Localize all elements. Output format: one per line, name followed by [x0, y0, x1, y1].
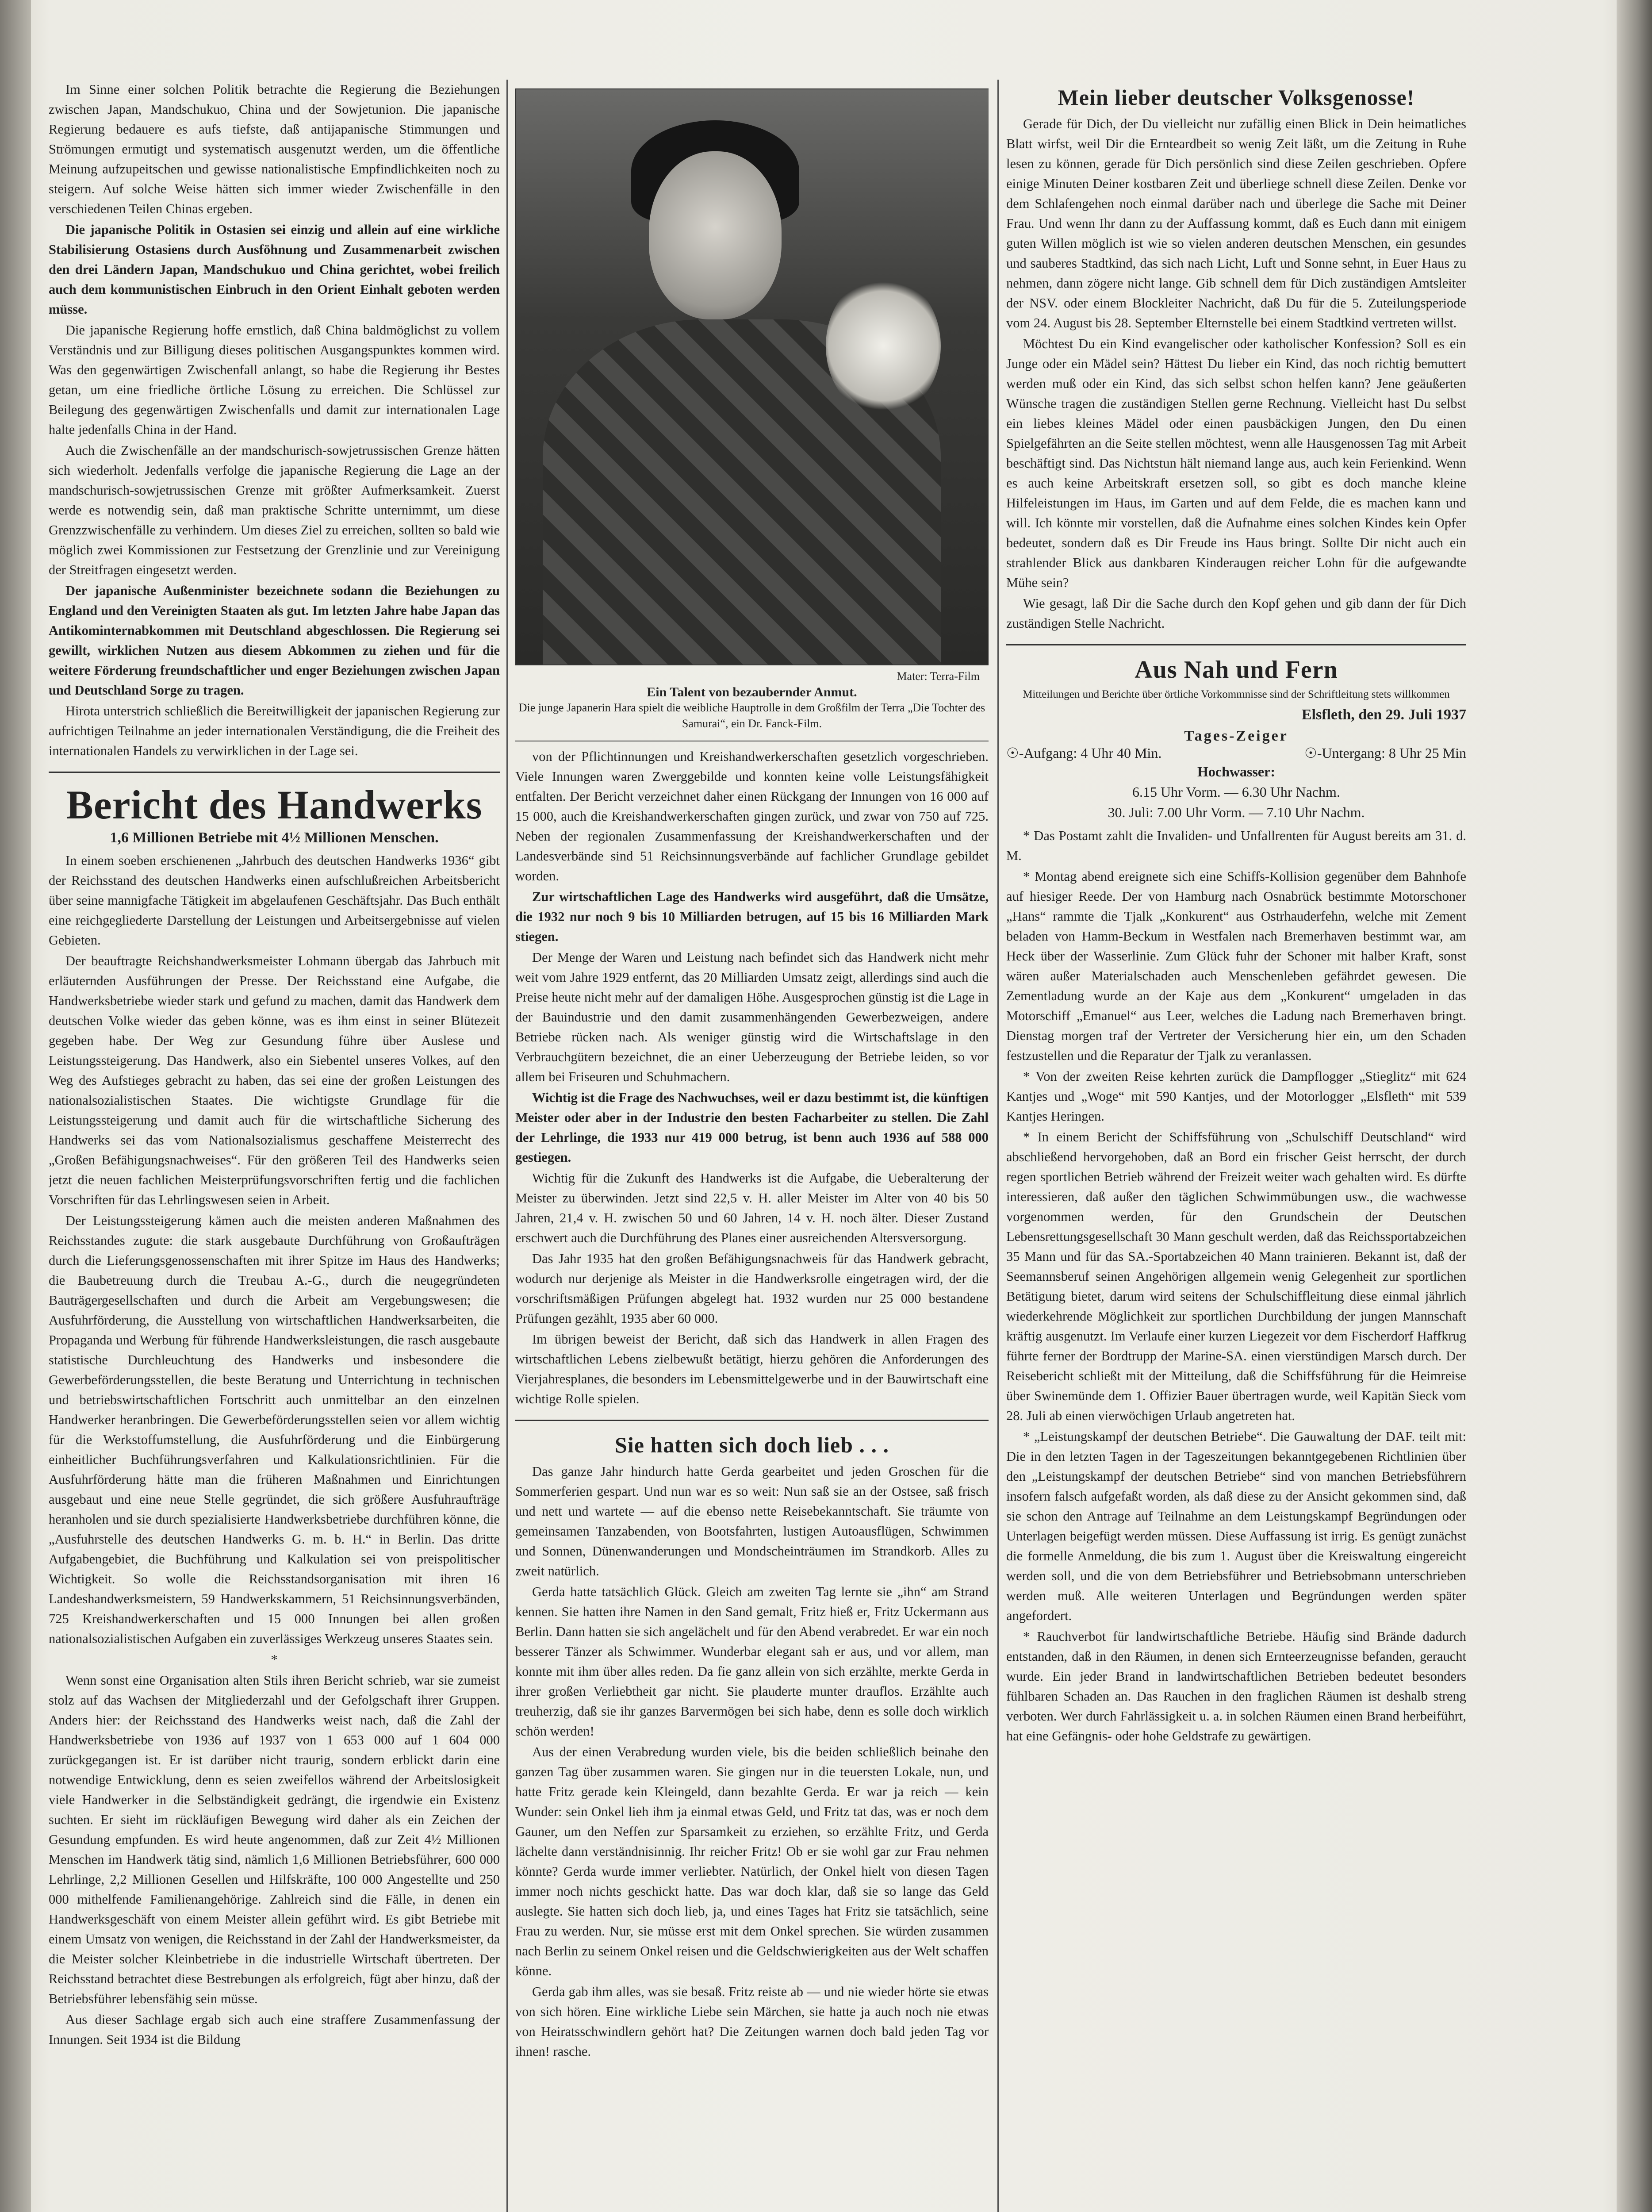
dateline: Elsfleth, den 29. Juli 1937 [1301, 707, 1466, 723]
high-water-tomorrow: 30. Juli: 7.00 Uhr Vorm. — 7.10 Uhr Nachm. [1108, 804, 1365, 820]
local-news [1006, 826, 1466, 1746]
paragraph: Das ganze Jahr hindurch hatte Gerda gearbeitet und jeden Groschen für die Sommerferien gespart. Und nun war es so weit: Nun saß sie an der Ostsee, saß frisch und nett und wartete — auf die ebenso nette Reisebekanntschaft. Sie träumte von gemeinsamen Tanzabenden, von Bootsfahrten, lustigen Autoausflügen, Schwimmen und Sonnen, Dünenwanderungen und Mondscheinträumen im Strandkorb. Alles zu zweit natürlich. [515, 1464, 989, 1578]
tages-zeiger-title: Tages-Zeiger [1184, 728, 1288, 744]
paragraph: Aus dieser Sachlage ergab sich auch eine straffere Zusammenfassung der Innungen. Seit 1934 ist die Bildung [49, 2012, 500, 2047]
paragraph: Die japanische Regierung hoffe ernstlich, daß China baldmöglichst zu vollem Verständnis und zur Billigung dieses politischen Ausgangspunktes kommen wird. Was den gegenwärtigen Zwischenfall anlangt, so habe die Regierung ihr Bestes getan, um eine friedliche örtliche Lösung zu erreichen. Die Schlüssel zur Beilegung des gegenwärtigen Zwischenfalls und damit zur internationalen Lage halte jedenfalls China in der Hand. [49, 323, 500, 437]
paragraph: Der japanische Außenminister bezeichnete sodann die Beziehungen zu England und den Vereinigten Staaten als gut. Im letzten Jahre habe Japan das Antikominternabkommen mit Deutschland abgeschlossen. Die Regierung sei gewillt, wirklichen Nutzen aus diesem Abkommen zu ziehen und für die weitere Förderung freundschaftlicher und enger Beziehungen zwischen Japan und Deutschland Sorge zu tragen. [49, 583, 500, 698]
sunset-text: ☉-Untergang: 8 Uhr 25 Min [1304, 745, 1466, 761]
appeal-article [1006, 114, 1466, 634]
paragraph: Wichtig für die Zukunft des Handwerks ist die Aufgabe, die Ueberalterung der Meister zu überwinden. Jetzt sind 22,5 v. H. aller Meister im Alter von 40 bis 50 Jahren, 21,4 v. H. zwischen 50 und 60 Jahren, 14 v. H. noch älter. Dieser Zustand erschwert auch die Durchführung des Planes einer ausreichenden Altersversorgung. [515, 1171, 989, 1245]
paragraph: Gerade für Dich, der Du vielleicht nur zufällig einen Blick in Dein heimatliches Blatt wirfst, weil Dir die Ernteardbeit so wenig Zeit läßt, um die Zeitung in Ruhe lesen zu können, gerade für Dich persönlich sind diese Zeilen geschrieben. Opfere einige Minuten Deiner kostbaren Zeit und überliege schnell diese Zeilen. Denke vor dem Schlafengehen noch einmal darüber nach und überlege die Sache mit Deiner Frau. Und wenn Ihr dann zu der Auffassung kommt, daß es Euch dann mit einigem guten Willen möglich ist wie so vielen anderen deutschen Menschen, ein gesundes und sauberes Stadtkind, das sich nach Licht, Luft und Sonne sehnt, in Euer Haus zu nehmen, dann zögere nicht lange. Gib schnell dem für Dich zuständigen Amtsleiter der NSV. oder einem Blockleiter Nachricht, daß Du für die 5. Zuteilungsperiode vom 24. August bis 28. September Elternstelle bei einem Stadtkind vertreten willst. [1006, 116, 1466, 330]
section-divider [515, 1420, 989, 1421]
paragraph: Wie gesagt, laß Dir die Sache durch den Kopf gehen und gib dann der für Dich zuständigen Stelle Nachricht. [1006, 596, 1466, 631]
column-1 [49, 80, 500, 2212]
paragraph: * Rauchverbot für landwirtschaftliche Betriebe. Häufig sind Brände dadurch entstanden, daß in den Räumen, in denen sich Ernteerzeugnisse befanden, geraucht wurde. Ein jeder Brand in landwirtschaftlichen Betrieben bedeutet besonders fühlbaren Schaden an. Das Rauchen in den fraglichen Räumen ist deshalb streng verboten. Wer durch Fahrlässigkeit u. a. in solchen Räumen einen Brand herbeiführt, hat eine Gefängnis- oder hohe Geldstrafe zu gewärtigen. [1006, 1629, 1466, 1743]
photo-credit: Mater: Terra-Film [897, 670, 980, 683]
sunrise-text: ☉-Aufgang: 4 Uhr 40 Min. [1006, 745, 1162, 761]
sun-times [1006, 745, 1466, 761]
headline-handwerk: Bericht des Handwerks [66, 782, 483, 827]
photo-japanese-actress [515, 88, 989, 665]
paragraph: von der Pflichtinnungen und Kreishandwerkerschaften gesetzlich vorgeschrieben. Viele Innungen waren Zwerggebilde und konnten keine volle Leistungsfähigkeit entfalten. Der Bericht verzeichnet daher einen Rückgang der Innungen von 16 000 auf 15 000, auch die Kreishandwerkerschaften gingen zurück, und zwar von 750 auf 725. Neben der regionalen Zusammenfassung der Kreishandwerkerschaften und der Landesverbände sind 51 Reichsinnungsverbände auf fachlicher Grundlage gebildet worden. [515, 749, 989, 883]
paragraph: Der Menge der Waren und Leistung nach befindet sich das Handwerk nicht mehr weit vom Jahre 1929 entfernt, das 20 Milliarden Umsatz zeigt, allerdings sind auch die Preise heute nicht mehr auf der damaligen Höhe. Ausgesprochen günstig ist die Lage in der Bauindustrie und den damit zusammenhängenden Gewerbezweigen, andere Betriebe rücken nach. Als weniger günstig wird die Wirtschaftslage in den Verbrauchgütern bezeichnet, die an einer Ueberzeugung der Betriebe leiden, so vor allem bei Friseuren und Schuhmachern. [515, 950, 989, 1084]
binding-spine [0, 0, 31, 2212]
paragraph: Auch die Zwischenfälle an der mandschurisch-sowjetrussischen Grenze hätten sich wiederholt. Jedenfalls verfolge die japanische Regierung die Lage an der mandschurisch-sowjetrussischen Grenze mit größter Aufmerksamkeit. Zuerst werde es notwendig sein, daß man praktische Schritte unternimmt, um diese Grenzzwischenfälle zu verhindern. Um dieses Ziel zu erreichen, sollten so bald wie möglich zwei Kommissionen zur Festsetzung der Grenzlinie und zur Vereinigung der Streitfragen eingesetzt werden. [49, 443, 500, 577]
column-rule [506, 80, 508, 2212]
paragraph: * Montag abend ereignete sich eine Schiffs-Kollision gegenüber dem Bahnhofe auf hiesiger Reede. Der von Hamburg nach Osnabrück bestimmte Motorschoner „Hans“ rammte die Tjalk „Konkurent“ aus Ostrhauderfehn, welche mit Zement beladen von Hamm-Beckum in Westfalen nach Bremerhaven bestimmt war, am Heck über der Wasserlinie. Zum Glück fuhr der Schoner mit halber Kraft, sonst wären außer Materialschaden auch Menschenleben gefährdet gewesen. Die Zementladung wurde an der Kaje aus dem „Konkurent“ umgeladen in das Motorschiff „Emanuel“ aus Leer, welches die Ladung nach Bremerhaven bringt. Dienstag morgen traf der Vertreter der Versicherung hier ein, um den Schaden festzustellen und die Reparatur der Tjalk zu veranlassen. [1006, 869, 1466, 1063]
paragraph: Der beauftragte Reichshandwerksmeister Lohmann übergab das Jahrbuch mit erläuternden Ausführungen der Presse. Der Reichsstand eine Aufgabe, die Handwerksbetriebe wieder stark und gefund zu machen, damit das Handwerk dem deutschen Volke wieder das geben könne, was es ihm einst in seiner Blütezeit gegeben habe. Der Weg zur Gesundung führe über Auslese und Leistungssteigerung. Das Handwerk, also ein Siebentel unseres Volkes, auf den Weg des Aufstieges gebracht zu haben, das sei eine der großen Leistungen des nationalsozialistischen Staates. Die wichtigste Grundlage für die Leistungssteigerung und damit auch für die wirtschaftliche Sicherung des Handwerks sei das vom Nationalsozialismus geschaffene Meisterrecht des „Großen Befähigungsnachweises“. Für den größeren Teil des Handwerks seien jetzt die neuen fachlichen Meisterprüfungsvorschriften fertig und die fachlichen Vorschriften für das Lehrlingswesen seien in Arbeit. [49, 953, 500, 1207]
paragraph: Wenn sonst eine Organisation alten Stils ihren Bericht schrieb, war sie zumeist stolz auf das Wachsen der Mitgliederzahl und der Gefolgschaft ihrer Gruppen. Anders hier: der Reichsstand des Handwerks weist nach, daß die Zahl der Handwerksbetriebe von 1936 auf 1937 von 1 653 000 auf 1 604 000 zurückgegangen ist. Er ist darüber nicht traurig, sondern erblickt darin eine notwendige Entwicklung, denn es seien zweifellos während der Arbeitslosigkeit viele Handwerker in die Selbständigkeit gedrängt, die irgendwie ein Existenz suchten. Er sieht im rückläufigen Bewegung wird daher als ein Zeichen der Gesundung empfunden. Es wird heute angenommen, daß zur Zeit 4½ Millionen Menschen im Handwerk tätig sind, nämlich 1,6 Millionen Betriebsführer, 600 000 Lehrlinge, 2,2 Millionen Gesellen und Hilfskräfte, 100 000 Angestellte und 250 000 mithelfende Familienangehörige. Zahlreich sind die Fälle, in denen ein Handwerksgeschäft von einem Meister allein geführt wird. Es gibt Betriebe mit einem Umsatz von wenigen, die Reichsstand in der Zahl der Handwerksmeister, da die Meister solcher Kleinbetriebe in die industrielle Wirtschaft übertreten. Der Reichsstand betrachtet diese Bestrebungen als erfolgreich, fügt aber hinzu, daß der Betriebsführer lebensfähig sein müsse. [49, 1673, 500, 2006]
section-divider [1006, 644, 1466, 645]
column-3 [1006, 80, 1466, 2212]
paragraph: * In einem Bericht der Schiffsführung von „Schulschiff Deutschland“ wird abschließend hervorgehoben, daß an Bord ein frischer Geist herrscht, der durch regen sportlichen Betrieb während der Freizeit weiter wach gehalten wird. Es dürfte interessieren, daß außer den täglichen Schwimmübungen usw., die wachwesse vorgenommen werden, für den Grundschein der Deutschen Lebensrettungsgesellschaft 30 Mann geschult werden, daß das Reichssportabzeichen 35 Mann und für das SA.-Sportabzeichen 40 Mann trainieren. Bekannt ist, daß der Seemannsberuf seinen Angehörigen allgemein wenig Gelegenheit zur sportlichen Betätigung bietet, darum wird seitens der Schulschiffleitung diese einmal jährlich wiederkehrende Möglichkeit zur sportlichen Durchbildung der jungen Mannschaft kräftig ausgenutzt. Im Verlaufe einer kurzen Liegezeit vor dem Fischerdorf Haffkrug führte ferner der Bordtrupp der Marine-SA. einen vierstündigen Marsch durch. Der Reisebericht schließt mit der Mitteilung, daß die Schiffsführung für die Heimreise über Swinemünde dem 1. Offizier Bauer übertragen wurde, weil Kapitän Sieck vom 28. Juli ab einen vierwöchigen Urlaub angetreten hat. [1006, 1129, 1466, 1423]
high-water-title: Hochwasser: [1197, 764, 1275, 780]
section-divider [49, 772, 500, 773]
high-water-today: 6.15 Uhr Vorm. — 6.30 Uhr Nachm. [1132, 784, 1340, 800]
headline-appeal: Mein lieber deutscher Volksgenosse! [1058, 85, 1415, 110]
paragraph: * „Leistungskampf der deutschen Betriebe“. Die Gauwaltung der DAF. teilt mit: Die in den letzten Tagen in der Tageszeitungen bekanntgegebenen Richtlinien über den „Leistungskampf der deutschen Betriebe“ sind von manchen Betriebsführern insofern falsch aufgefaßt worden, als daß diese zu der Ansicht gekommen sind, daß sie schon den Antrage auf Teilnahme an dem Leistungskampf Begründungen oder Unterlagen beigefügt werden müssen. Diese Auffassung ist irrig. Es genügt zunächst die formelle Anmeldung, die bis zum 1. August über die Kreiswaltung eingereicht werden soll, und die von dem Betriebsführer und Betriebsobmann unterschrieben werden muß. Alle weiteren Unterlagen und Begründungen werden später angefordert. [1006, 1429, 1466, 1623]
paragraph: Gerda gab ihm alles, was sie besaß. Fritz reiste ab — und nie wieder hörte sie etwas von sich hören. Eine wirkliche Liebe sein Märchen, sie hatte ja auch noch nie etwas von Heiratsschwindlern gehört hat? Die Zeitungen warnen doch bald jeden Tag vor ihnen! rasche. [515, 1984, 989, 2059]
paragraph: Zur wirtschaftlichen Lage des Handwerks wird ausgeführt, daß die Umsätze, die 1932 nur noch 9 bis 10 Milliarden betrugen, auf 15 bis 16 Milliarden Mark stiegen. [515, 889, 989, 944]
paragraph: Im Sinne einer solchen Politik betrachte die Regierung die Beziehungen zwischen Japan, Mandschukuo, China und der Sowjetunion. Die japanische Regierung bedauere es aufs tiefste, daß antijapanische Stimmungen und Strömungen ermutigt und systematisch ausgenutzt werden, um die öffentliche Meinung aufzupeitschen und gewisse nationalistische Empfindlichkeiten noch zu steigern. Auf solche Weise hätten sich immer wieder Zwischenfälle in den verschiedenen Teilen Chinas ergeben. [49, 82, 500, 216]
paragraph: Aus der einen Verabredung wurden viele, bis die beiden schließlich beinahe den ganzen Tag über zusammen waren. Sie gingen nur in die teuersten Lokale, nun, und hatte Fritz gerade kein Kleingeld, dann bezahlte Gerda. Er war ja reich — kein Wunder: sein Onkel lieh ihm ja einmal etwas Geld, und Fritz tat das, was er noch dem Gauner, um den Neffen zur Sparsamkeit zu erziehen, so erzählte Fritz, und Gerda lächelte dann verständnisinnig. Ihr reicher Fritz! Ob er sie wohl gar zur Frau nehmen könnte? Gerda wurde immer verliebter. Natürlich, der Onkel hielt von diesen Tagen immer noch nichts geschickt hatte. Das war doch klar, daß sie so lange das Geld auslegte. Sie hatten sich doch lieb, ja, und eines Tages hat Fritz sie tatsächlich, seine Frau zu werden. Nur, sie müsse erst mit dem Onkel sprechen. Sie würden zusammen nach Berlin zu seinem Onkel reisen und die Geldschwierigkeiten aus der Welt schaffen könne. [515, 1744, 989, 1978]
paragraph: Das Jahr 1935 hat den großen Befähigungsnachweis für das Handwerk gebracht, wodurch nur derjenige als Meister in die Handwerksrolle eingetragen wird, der die vorschriftsmäßigen Prüfungen abgelegt hat. 1932 wurden nur 25 000 bestandene Prüfungen gezählt, 1935 aber 60 000. [515, 1251, 989, 1326]
paragraph: * Das Postamt zahlt die Invaliden- und Unfallrenten für August bereits am 31. d. M. [1006, 828, 1466, 863]
japan-article [49, 80, 500, 761]
paragraph: Hirota unterstrich schließlich die Bereitwilligkeit der japanischen Regierung zur aufrichtigen Teilnahme an jeder internationalen Verständigung, die die Freiheit des internationalen Handels zu verwirklichen in der Lage sei. [49, 703, 500, 758]
paragraph: In einem soeben erschienenen „Jahrbuch des deutschen Handwerks 1936“ gibt der Reichsstand des deutschen Handwerks einen aufschlußreichen Arbeitsbericht über seine mannigfache Tätigkeit im abgelaufenen Geschäftsjahr. Das Buch enthält eine reichgegliederte Darstellung der Leistungen und Arbeitsergebnisse auf vielen Gebieten. [49, 853, 500, 948]
paragraph: Im übrigen beweist der Bericht, daß sich das Handwerk in allen Fragen des wirtschaftlichen Lebens zielbewußt betätigt, hierzu gehören die Anforderungen des Vierjahresplanes, die besonders im Lebensmittelgewerbe und in der Bauwirtschaft eine wichtige Rolle spielen. [515, 1332, 989, 1406]
local-subheading: Mitteilungen und Berichte über örtliche Vorkommnisse sind der Schriftleitung stets willkommen [1023, 688, 1450, 700]
paragraph: Der Leistungssteigerung kämen auch die meisten anderen Maßnahmen des Reichsstandes zugute: die stark ausgebaute Durchführung von Großaufträgen durch die Lieferungsgenossenschaften mit ihrer Spitze im Haus des Handwerks; die Baubetreuung durch die Treubau A.-G., durch die neugegründeten Bauträgergesellschaften und durch die Arbeit am Vergebungswesen; die Ausfuhrförderung, die Ausstellung von wirtschaftlichen Handwerksarbeiten, die Propaganda und Werbung für führende Handwerksleistungen, die rasch ausgebaute statistische Durchleuchtung des Handwerks und insbesondere die Gewerbeförderungsstellen, die beste Beratung und Unterrichtung in technischen und betriebswirtschaftlichen Fortschritt auch unmittelbar an den einzelnen Handwerker heranbringen. Die Gewerbeförderungsstellen seien vor allem wichtig für die Werkstoffumstellung, die Ausfuhrförderung und die Einbürgerung einheitlicher Buchführungsverfahren und Kalkulationsrichtlinien. Für die Ausfuhrförderung hätte man die früheren Maßnahmen und Einrichtungen ausgebaut und eine neue Stelle gegründet, die sich größere Ausfuhraufträge heranholen und sie durch spezialisierte Handwerksbetriebe durchführen könne, die „Ausfuhrstelle des deutschen Handwerks G. m. b. H.“ in Berlin. Das dritte Aufgabengebiet, die Buchführung und Kalkulation sei von preispolitischer Wichtigkeit. So wolle die Reichsstandsorganisation mit ihren 16 Landeshandwerksmeistern, 59 Handwerkskammern, 51 Reichsinnungsverbänden, 725 Kreishandwerkerschaften und 15 000 Innungen bei allen großen nationalsozialistischen Aufgaben ein zuverlässiges Werkzeug unseres Staates sein. [49, 1213, 500, 1646]
headline-story: Sie hatten sich doch lieb . . . [615, 1432, 889, 1457]
paragraph: Gerda hatte tatsächlich Glück. Gleich am zweiten Tag lernte sie „ihn“ am Strand kennen. Sie hatten ihre Namen in den Sand gemalt, Fritz hieß er, Fritz Uckermann aus Berlin. Dann hatten sie sich angelächelt und für den Abend verabredet. Er war ein noch besserer Tänzer als Schwimmer. Wunderbar elegant sah er aus, und vor allem, man konnte mit ihm über alles reden. Da fie ganz allein von sich erzählte, merkte Gerda in ihrer großen Verliebtheit gar nicht. Sie plauderte munter drauflos. Erzählte auch treuherzig, daß sie ihr ganzes Barvermögen bei sich habe, denn es solle doch wirklich schön werden! [515, 1584, 989, 1739]
photo-caption: Die junge Japanerin Hara spielt die weibliche Hauptrolle in dem Großfilm der Terra „Die Tochter des Samurai“, ein Dr. Fanck-Film. [518, 701, 985, 730]
paragraph: * Von der zweiten Reise kehrten zurück die Dampflogger „Stieglitz“ mit 624 Kantjes und „Woge“ mit 590 Kantjes, und der Motorlogger „Elsfleth“ mit 539 Kantjes Heringen. [1006, 1069, 1466, 1124]
handwerk-article [49, 851, 500, 2050]
subheadline-handwerk: 1,6 Millionen Betriebe mit 4½ Millionen Menschen. [110, 830, 439, 846]
story-article [515, 1462, 989, 2062]
page-edge [1617, 0, 1652, 2212]
headline-local: Aus Nah und Fern [1135, 656, 1338, 684]
paragraph: * [271, 1652, 278, 1667]
paragraph: Wichtig ist die Frage des Nachwuchses, weil er dazu bestimmt ist, die künftigen Meister oder aber in der Industrie den besten Facharbeiter zu stellen. Die Zahl der Lehrlinge, die 1933 nur 419 000 betrug, ist benn auch 1936 auf 588 000 gestiegen. [515, 1090, 989, 1165]
column-2 [515, 80, 989, 2212]
photo-title: Ein Talent von bezaubernder Anmut. [647, 685, 857, 699]
column-rule [997, 80, 999, 2212]
paragraph: Möchtest Du ein Kind evangelischer oder katholischer Konfession? Soll es ein Junge oder ein Mädel sein? Hättest Du lieber ein Kind, das noch richtig bemuttert werden muß oder ein Kind, das sich selbst schon helfen kann? Jene geäußerten Wünsche tragen die zuständigen Stellen gerne Rechnung. Vielleicht hast Du selbst ein liebes kleines Mädel oder einen pausbäckigen Jungen, den Du einen Spielgefährten an die Seite stellen möchtest, wenn alle Hausgenossen Tag mit Arbeit beschäftigt sind. Das Nichtstun hält niemand lange aus, auch kein Ferienkind. Wenn es auch keine Arbeitskraft ersetzen soll, so gibt es doch manche kleine Hilfeleistungen im Haus, im Garten und auf dem Felde, die es machen kann und will. Ich könnte mir vorstellen, daß die Aufnahme eines solchen Kindes kein Opfer bedeutet, sondern daß es Dir Freude ins Haus bringt. Sollte Dir nicht auch ein strahlender Blick aus dankbaren Kinderaugen reicher Lohn für die aufgewandte Mühe sein? [1006, 336, 1466, 590]
paragraph: Die japanische Politik in Ostasien sei einzig und allein auf eine wirkliche Stabilisierung Ostasiens durch Ausföhnung und Zusammenarbeit zwischen den drei Ländern Japan, Mandschukuo und China gerichtet, wobei freilich auch dem kommunistischen Einbruch in den Orient Einhalt geboten werden müsse. [49, 222, 500, 317]
handwerk-continuation [515, 747, 989, 1409]
